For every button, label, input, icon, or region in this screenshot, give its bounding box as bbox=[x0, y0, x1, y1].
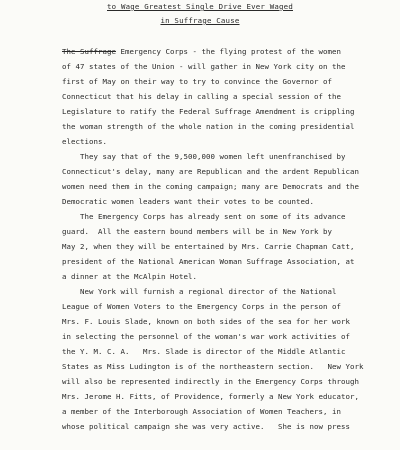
text-line: first of May on their way to try to convince the Governor of bbox=[62, 77, 332, 86]
document-body bbox=[62, 44, 380, 434]
text-line: They say that of the 9,500,000 women left unenfranchised by bbox=[62, 152, 346, 161]
text-line: a dinner at the McAlpin Hotel. bbox=[62, 272, 197, 281]
paragraph bbox=[62, 209, 380, 284]
text-line: May 2, when they will be entertained by Mrs. Carrie Chapman Catt, bbox=[62, 242, 355, 251]
text-line: Connecticut's delay, many are Republican and the ardent Republican bbox=[62, 167, 359, 176]
text-line: whose political campaign she was very active. She is now press bbox=[62, 422, 350, 431]
text-line: of 47 states of the Union - will gather in New York city on the bbox=[62, 62, 346, 71]
text-line: Connecticut that his delay in calling a special session of the bbox=[62, 92, 341, 101]
text-line: elections. bbox=[62, 137, 107, 146]
text-line: Democratic women leaders want their votes to be counted. bbox=[62, 197, 314, 206]
text-line: women need them in the coming campaign; many are Democrats and the bbox=[62, 182, 359, 191]
text-line: president of the National American Woman Suffrage Association, at bbox=[62, 257, 355, 266]
text-line: League of Women Voters to the Emergency Corps in the person of bbox=[62, 302, 341, 311]
text-line: Legislature to ratify the Federal Suffrage Amendment is crippling bbox=[62, 107, 355, 116]
text-line: Mrs. Jerome H. Fitts, of Providence, formerly a New York educator, bbox=[62, 392, 359, 401]
paragraph bbox=[62, 149, 380, 209]
text-line: Mrs. F. Louis Slade, known on both sides of the sea for her work bbox=[62, 317, 350, 326]
paragraph bbox=[62, 44, 380, 149]
text-line: a member of the Interborough Association of Women Teachers, in bbox=[62, 407, 341, 416]
text-line: The Emergency Corps has already sent on some of its advance bbox=[62, 212, 346, 221]
heading-line-2: in Suffrage Cause bbox=[160, 16, 240, 25]
text-line: the woman strength of the whole nation in the coming presidential bbox=[62, 122, 355, 131]
struck-text: The Suffrage bbox=[62, 47, 116, 56]
text-line: the Y. M. C. A. Mrs. Slade is director of the Middle Atlantic bbox=[62, 347, 346, 356]
text-line: guard. All the eastern bound members will be in New York by bbox=[62, 227, 332, 236]
text-line: The Suffrage Emergency Corps - the flying protest of the women bbox=[62, 47, 341, 56]
text-line: States as Miss Ludington is of the northeastern section. New York bbox=[62, 362, 364, 371]
text-line: in selecting the personnel of the woman's war work activities of bbox=[62, 332, 350, 341]
text-line: New York will furnish a regional director of the National bbox=[62, 287, 337, 296]
heading-line-1: to Wage Greatest Single Drive Ever Waged bbox=[107, 2, 293, 11]
text-line: will also be represented indirectly in the Emergency Corps through bbox=[62, 377, 359, 386]
paragraph bbox=[62, 284, 380, 434]
